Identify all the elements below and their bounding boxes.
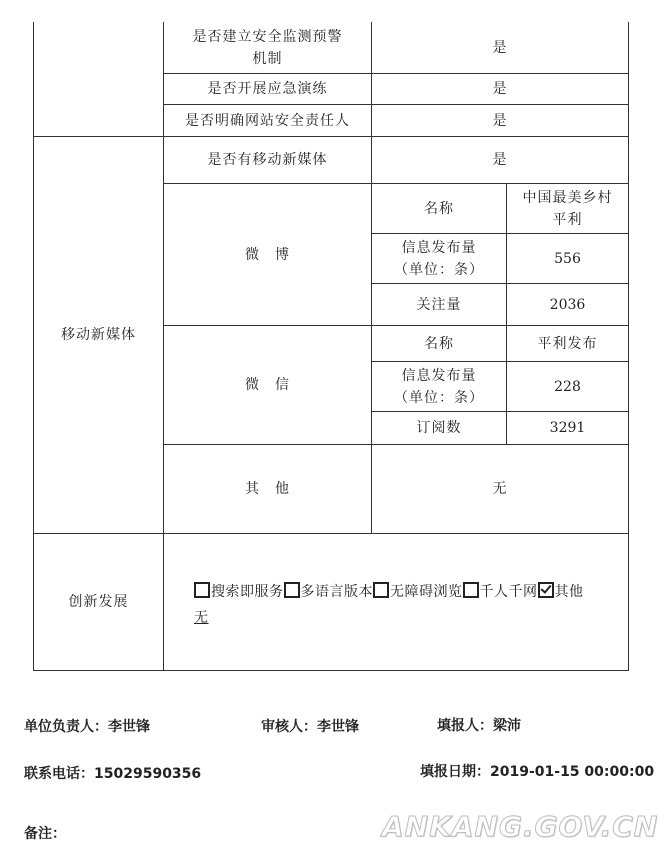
safety-responsible-value: 是 [492,112,508,129]
option-other[interactable]: 其他 [538,584,584,600]
checked-checkbox-icon[interactable] [538,582,554,598]
wechat-sub-value: 3291 [549,420,586,436]
innovation-other-value: 无 [194,610,209,626]
other-media-value: 无 [492,481,508,497]
weibo-label: 微 博 [245,246,290,263]
other-media-label: 其 他 [245,481,290,497]
unit-head: 单位负责人：李世锋 [24,719,150,735]
weibo-info-value: 556 [554,250,581,267]
wechat-name-value: 平利发布 [537,335,598,352]
emergency-drill-label: 是否开展应急演练 [207,81,328,97]
wechat-info-label: 信息发布量（单位：条） [394,367,484,406]
wechat-label: 微 信 [245,377,290,393]
weibo-follow-label: 关注量 [416,296,462,313]
watermark: ANKANG.GOV.CN [382,810,659,843]
phone: 联系电话：15029590356 [24,766,202,782]
option-accessible[interactable]: 无障碍浏览 [373,584,463,600]
checkbox-icon[interactable] [284,582,300,598]
reviewer: 审核人：李世锋 [261,719,359,735]
warning-mechanism-value: 是 [492,40,508,56]
warning-mechanism-label: 是否建立安全监测预警机制 [192,29,343,67]
option-search-as-service[interactable]: 搜索即服务 [194,584,284,600]
wechat-info-value: 228 [554,378,581,395]
filler: 填报人：梁沛 [437,718,521,734]
checkbox-icon[interactable] [194,582,210,598]
weibo-name-value: 中国最美乡村平利 [522,189,613,228]
has-mobile-label: 是否有移动新媒体 [207,152,328,168]
has-mobile-value: 是 [492,152,508,168]
option-personalized[interactable]: 千人千网 [463,584,538,600]
weibo-info-label: 信息发布量（单位：条） [394,239,484,278]
safety-responsible-label: 是否明确网站安全责任人 [185,112,350,129]
innovation-section-label: 创新发展 [68,594,129,610]
checkbox-icon[interactable] [463,582,479,598]
option-multilingual[interactable]: 多语言版本 [284,584,374,600]
fill-date: 填报日期：2019-01-15 00:00:00 [420,764,655,780]
emergency-drill-value: 是 [492,81,508,97]
weibo-follow-value: 2036 [549,296,586,313]
wechat-name-label: 名称 [424,335,454,352]
innovation-options [194,579,624,631]
remark: 备注： [24,826,66,842]
wechat-sub-label: 订阅数 [416,420,462,436]
checkbox-icon[interactable] [373,582,389,598]
mobile-media-section-label: 移动新媒体 [61,327,136,343]
weibo-name-label: 名称 [424,200,454,217]
